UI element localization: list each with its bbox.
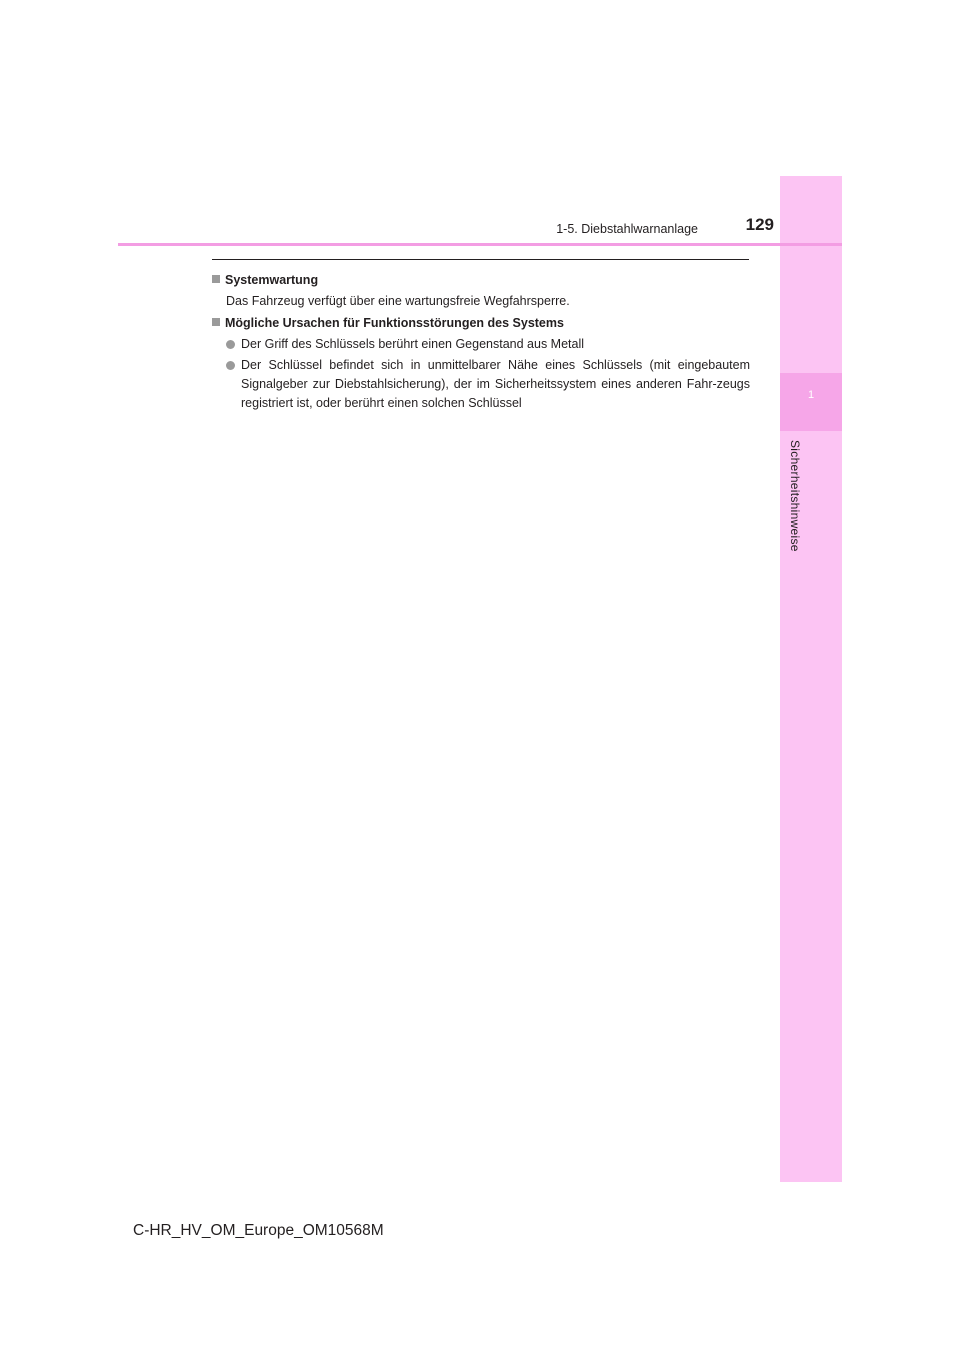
heading-text: Systemwartung	[225, 273, 319, 287]
list-item-text: Der Schlüssel befindet sich in unmittelbarer Nähe eines Schlüssels (mit eingebautem Signalgeber zur Diebstahlsicherung), der im Sicherheitssystem eines anderen Fahr-zeugs registriert ist, oder berührt einen solchen Schlüssel	[241, 358, 750, 410]
square-bullet-icon	[212, 318, 220, 326]
chapter-number: 1	[807, 389, 815, 401]
section-heading-ursachen	[212, 314, 750, 333]
section-heading-systemwartung	[212, 271, 750, 290]
list-item	[226, 356, 750, 413]
chapter-side-strip	[780, 176, 842, 1182]
circle-bullet-icon	[226, 340, 235, 349]
page-number: 129	[745, 215, 774, 234]
heading-text: Mögliche Ursachen für Funktionsstörungen des Systems	[225, 316, 564, 330]
footer-doc-id: C-HR_HV_OM_Europe_OM10568M	[133, 1222, 384, 1239]
paragraph: Das Fahrzeug verfügt über eine wartungsfreie Wegfahrsperre.	[226, 294, 570, 308]
chapter-tab	[780, 373, 842, 431]
list-item-text: Der Griff des Schlüssels berührt einen Gegenstand aus Metall	[241, 337, 585, 351]
circle-bullet-icon	[226, 361, 235, 370]
section-title: 1-5. Diebstahlwarnanlage	[556, 222, 698, 236]
square-bullet-icon	[212, 275, 220, 283]
content-divider	[212, 259, 749, 260]
content-body	[212, 268, 750, 413]
chapter-label: Sicherheitshinweise	[788, 440, 802, 552]
header-line	[118, 243, 842, 246]
list-item	[226, 335, 750, 354]
